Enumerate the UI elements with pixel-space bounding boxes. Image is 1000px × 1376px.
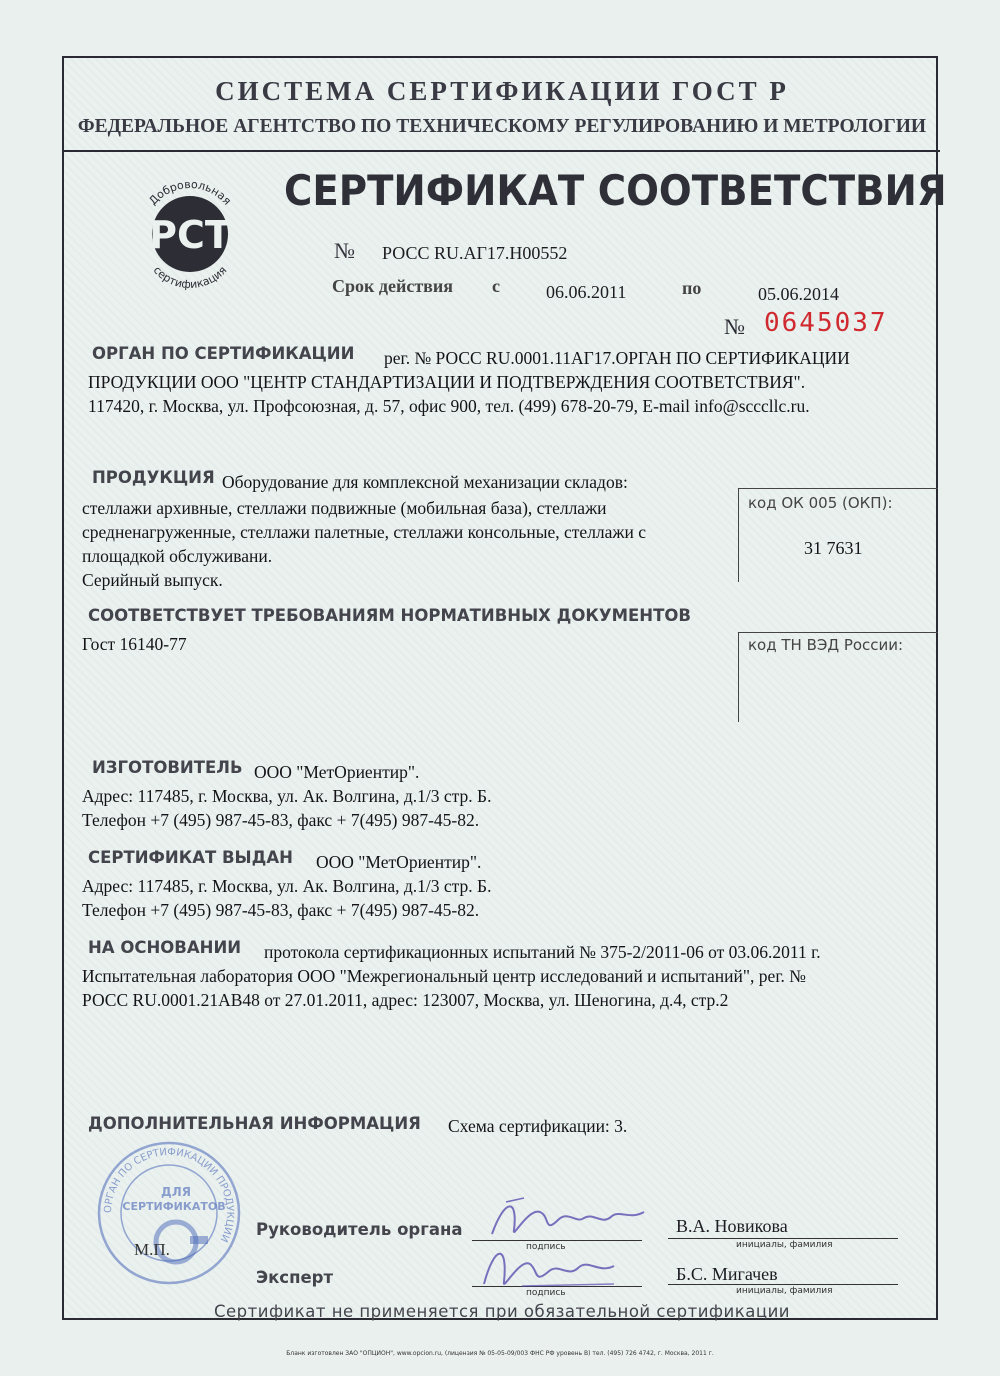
manufacturer-phone: Телефон +7 (495) 987-45-83, факс + 7(495) 987-45-82. bbox=[82, 810, 480, 830]
certificate-number: РОСС RU.АГ17.Н00552 bbox=[382, 243, 568, 263]
okp-code-label: код ОК 005 (ОКП): bbox=[748, 494, 893, 512]
svg-text:сертификация: сертификация bbox=[150, 263, 230, 292]
system-title: СИСТЕМА СЕРТИФИКАЦИИ ГОСТ Р bbox=[215, 76, 789, 106]
product-line: средненагруженные, стеллажи палетные, стеллажи консольные, стеллажи с bbox=[82, 522, 647, 542]
footer-note: Сертификат не применяется при обязательной сертификации bbox=[213, 1302, 791, 1321]
validity-label: Срок действия bbox=[332, 276, 454, 296]
validity-to-label: по bbox=[682, 278, 702, 298]
svg-text:РСТ: РСТ bbox=[149, 213, 231, 257]
manufacturer-address: Адрес: 117485, г. Москва, ул. Ак. Волгина, д.1/3 стр. Б. bbox=[82, 786, 492, 806]
organ-line: 117420, г. Москва, ул. Профсоюзная, д. 57, офис 900, тел. (499) 678-20-79, E-mail info@scccllc.ru. bbox=[88, 396, 810, 416]
okp-code-value: 31 7631 bbox=[804, 538, 863, 558]
certificate-sheet bbox=[62, 56, 947, 1321]
serial-number: 0645037 bbox=[764, 308, 888, 338]
organ-line: рег. № РОСС RU.0001.11АГ17.ОРГАН ПО СЕРТИФИКАЦИИ bbox=[384, 348, 850, 368]
manufacturer-name: ООО "МетОриентир". bbox=[254, 762, 420, 782]
expert-name: Б.С. Мигачев bbox=[676, 1264, 778, 1284]
head-of-organ-name: В.А. Новикова bbox=[676, 1216, 788, 1236]
issued-to-phone: Телефон +7 (495) 987-45-83, факс + 7(495) 987-45-82. bbox=[82, 900, 480, 920]
issued-to-label: СЕРТИФИКАТ ВЫДАН bbox=[88, 848, 293, 867]
head-initials-caption: инициалы, фамилия bbox=[736, 1240, 833, 1250]
validity-from-date: 06.06.2011 bbox=[546, 282, 627, 302]
issued-to-address: Адрес: 117485, г. Москва, ул. Ак. Волгина, д.1/3 стр. Б. bbox=[82, 876, 492, 896]
product-line: Оборудование для комплексной механизации складов: bbox=[222, 472, 628, 492]
organ-line: ПРОДУКЦИИ ООО "ЦЕНТР СТАНДАРТИЗАЦИИ И ПОДТВЕРЖДЕНИЯ СООТВЕТСТВИЯ". bbox=[88, 372, 806, 392]
serial-number-label: № bbox=[724, 314, 745, 339]
expert-signature-caption: подпись bbox=[526, 1288, 566, 1298]
basis-line: РОСС RU.0001.21АВ48 от 27.01.2011, адрес: 123007, Москва, ул. Шеногина, д.4, стр.2 bbox=[82, 990, 729, 1010]
rst-voluntary-certification-logo bbox=[130, 174, 250, 294]
certification-stamp bbox=[94, 1138, 244, 1288]
additional-info-label: ДОПОЛНИТЕЛЬНАЯ ИНФОРМАЦИЯ bbox=[88, 1114, 421, 1133]
printer-imprint: Бланк изготовлен ЗАО "ОПЦИОН", www.opcion.ru, (лицензия № 05-05-09/003 ФНС РФ уровень В) тел. (495) 726 4742, г. Москва, 2011 г. bbox=[286, 1350, 714, 1357]
issued-to-name: ООО "МетОриентир". bbox=[316, 852, 482, 872]
organ-label: ОРГАН ПО СЕРТИФИКАЦИИ bbox=[92, 344, 355, 363]
svg-text:СЕРТИФИКАТОВ: СЕРТИФИКАТОВ bbox=[122, 1200, 226, 1213]
manufacturer-label: ИЗГОТОВИТЕЛЬ bbox=[92, 758, 243, 777]
expert-name-line bbox=[668, 1284, 898, 1285]
product-line: площадкой обслуживани. bbox=[82, 546, 273, 566]
head-name-line bbox=[668, 1238, 898, 1239]
basis-line: Испытательная лаборатория ООО "Межрегиональный центр исследований и испытаний", рег. № bbox=[82, 966, 806, 986]
conformity-label: СООТВЕТСТВУЕТ ТРЕБОВАНИЯМ НОРМАТИВНЫХ ДОКУМЕНТОВ bbox=[88, 606, 691, 625]
certificate-title: СЕРТИФИКАТ СООТВЕТСТВИЯ bbox=[284, 166, 947, 215]
validity-from-label: с bbox=[492, 276, 500, 296]
agency-name: ФЕДЕРАЛЬНОЕ АГЕНТСТВО ПО ТЕХНИЧЕСКОМУ РЕГУЛИРОВАНИЮ И МЕТРОЛОГИИ bbox=[77, 116, 927, 137]
svg-text:ОРГАН ПО СЕРТИФИКАЦИИ ПРОДУКЦИ: ОРГАН ПО СЕРТИФИКАЦИИ ПРОДУКЦИИ bbox=[102, 1146, 236, 1244]
head-of-organ-label: Руководитель органа bbox=[256, 1220, 463, 1239]
head-signature-caption: подпись bbox=[526, 1242, 566, 1252]
basis-label: НА ОСНОВАНИИ bbox=[88, 938, 242, 957]
product-label: ПРОДУКЦИЯ bbox=[92, 468, 215, 487]
conformity-standard: Гост 16140-77 bbox=[82, 634, 187, 654]
svg-text:ДЛЯ: ДЛЯ bbox=[161, 1185, 191, 1199]
svg-text:Добровольная: Добровольная bbox=[146, 177, 234, 208]
basis-line: протокола сертификационных испытаний № 375-2/2011-06 от 03.06.2011 г. bbox=[264, 942, 821, 962]
stamp-place-label: М.П. bbox=[134, 1240, 170, 1259]
product-line: Серийный выпуск. bbox=[82, 570, 223, 590]
expert-handwritten-signature bbox=[464, 1238, 634, 1294]
additional-info-value: Схема сертификации: 3. bbox=[448, 1116, 628, 1136]
expert-initials-caption: инициалы, фамилия bbox=[736, 1286, 833, 1296]
certificate-number-label: № bbox=[334, 238, 355, 263]
expert-label: Эксперт bbox=[256, 1268, 334, 1287]
header-divider bbox=[64, 150, 940, 152]
validity-to-date: 05.06.2014 bbox=[758, 284, 839, 304]
tnved-code-label: код ТН ВЭД России: bbox=[748, 636, 904, 654]
product-line: стеллажи архивные, стеллажи подвижные (мобильная база), стеллажи bbox=[82, 498, 607, 518]
